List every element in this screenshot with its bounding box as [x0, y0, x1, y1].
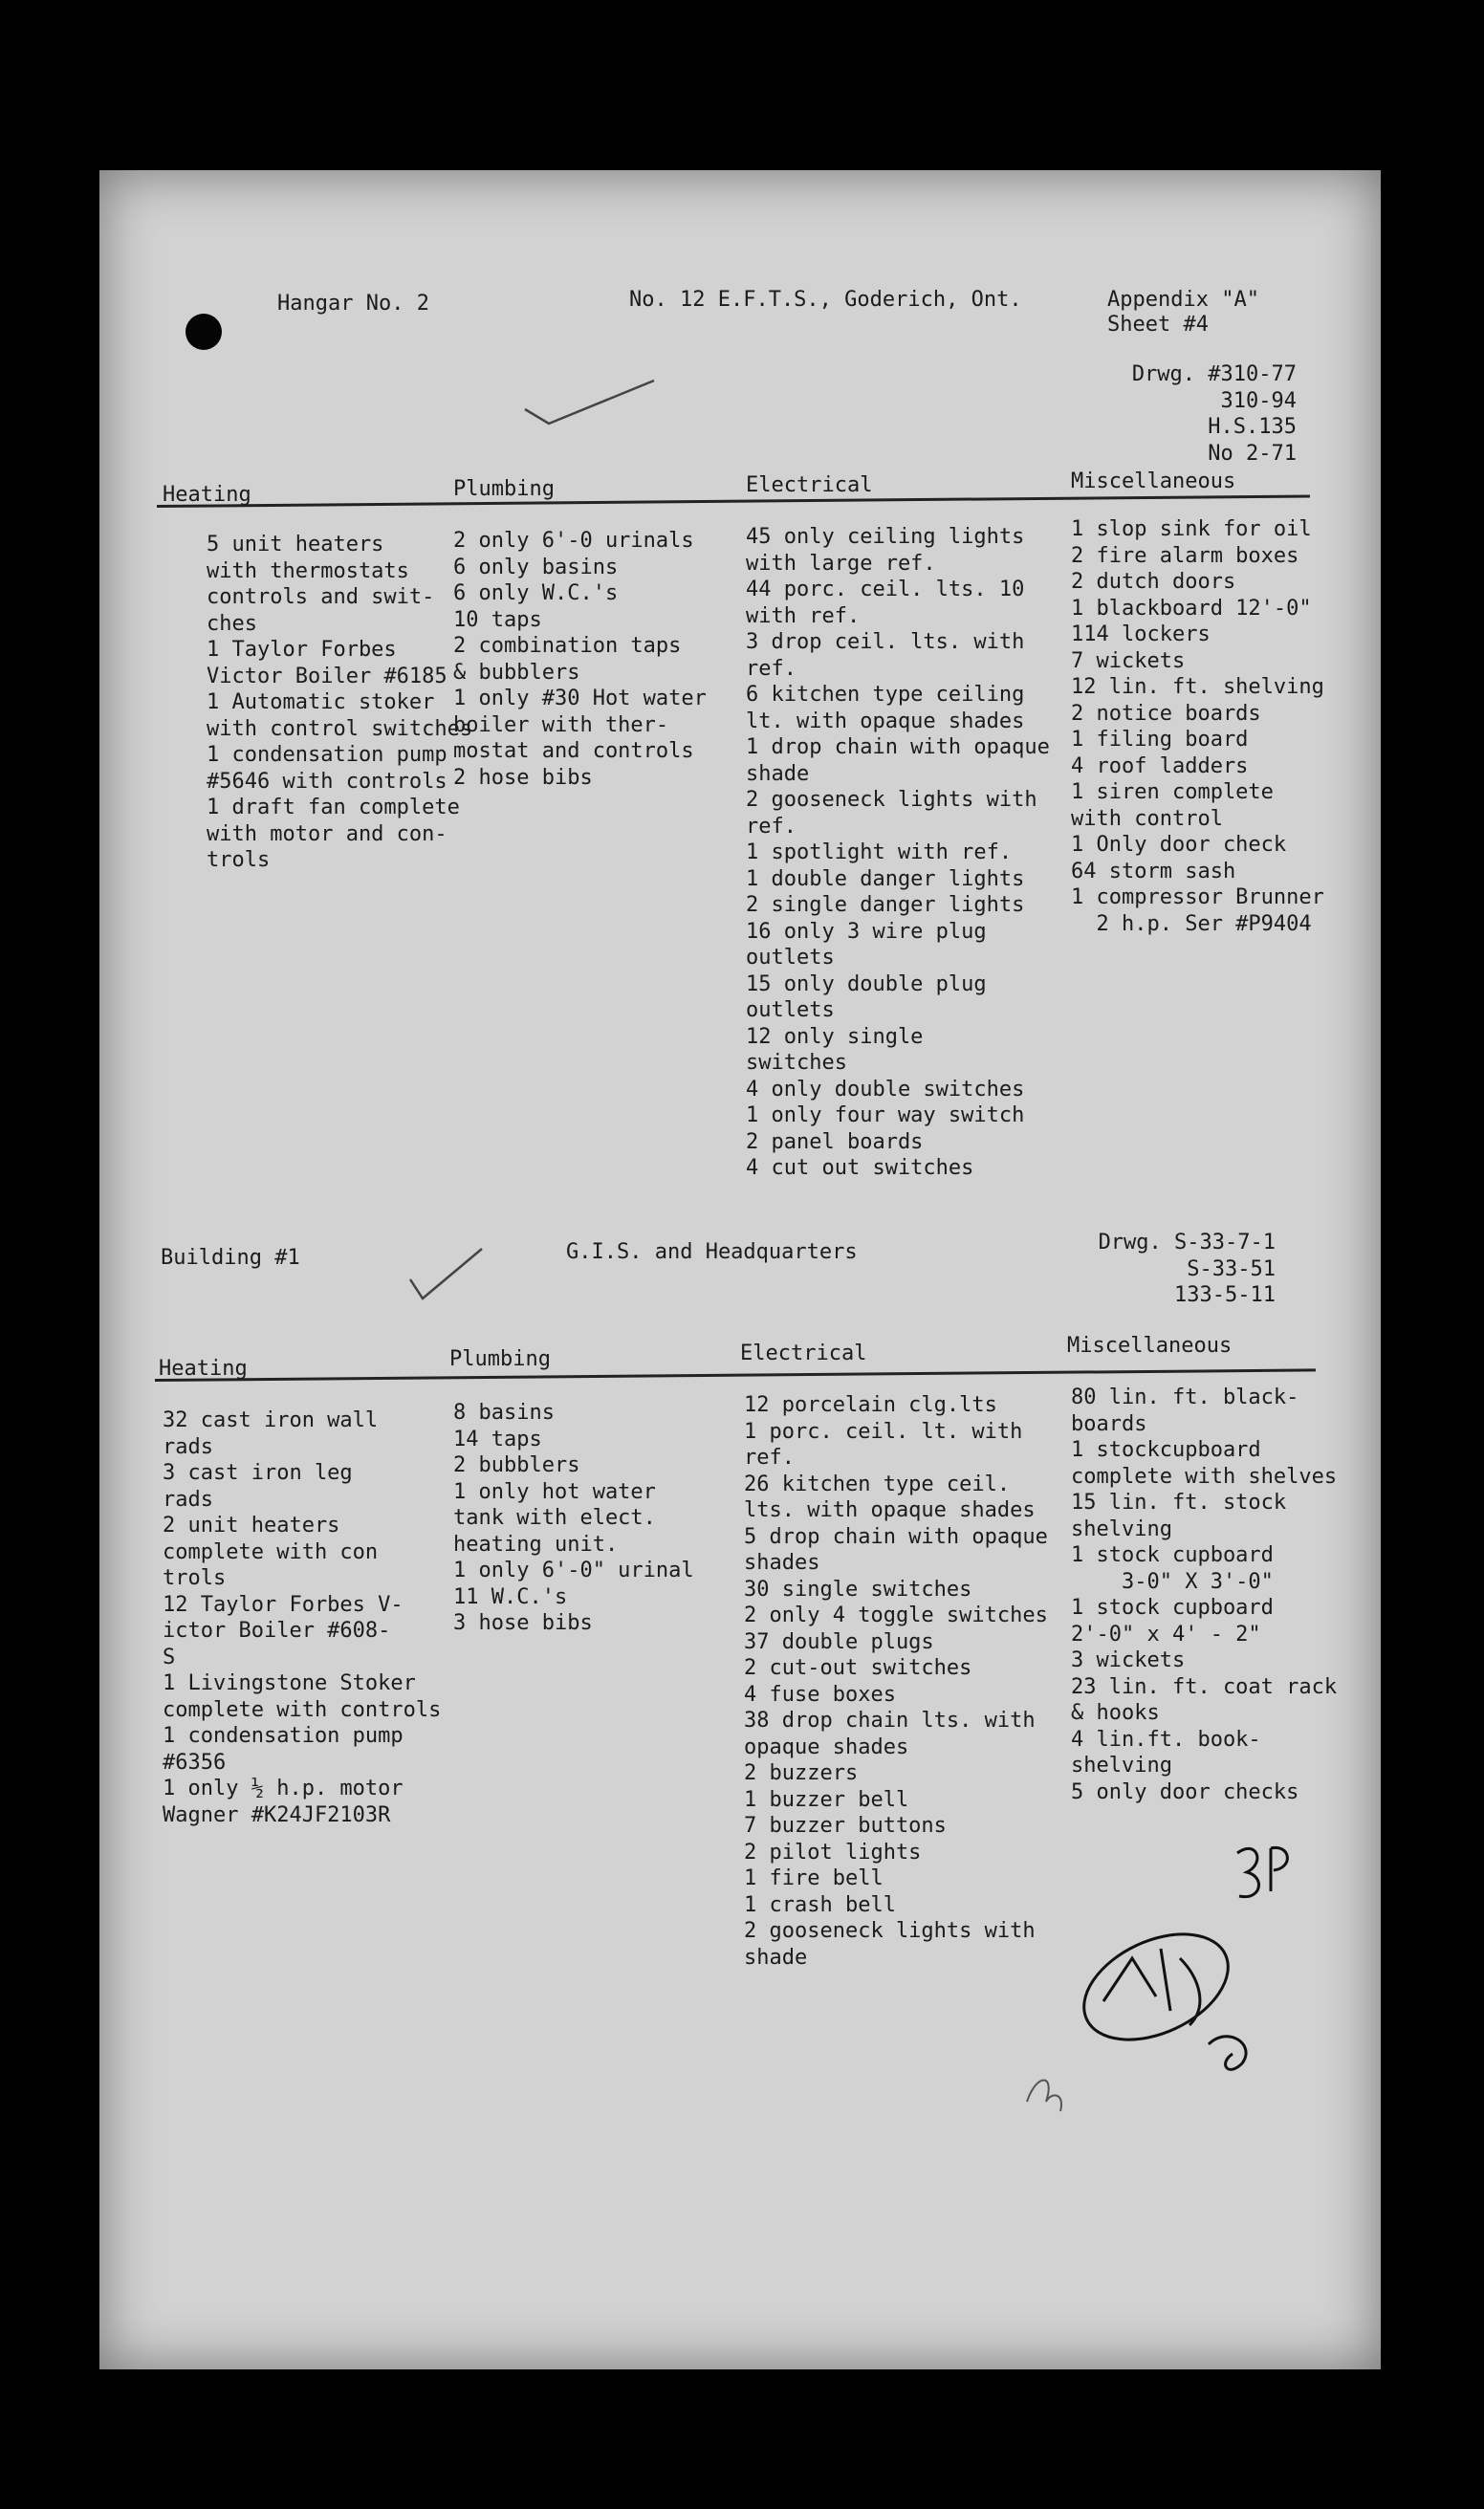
list-item: trols [207, 848, 271, 872]
list-item: 5 drop chain with opaque [744, 1524, 1048, 1549]
heating-list-2 [163, 1407, 441, 1828]
heading-heating: Heating [163, 483, 251, 507]
list-item: ref. [744, 1446, 795, 1470]
list-item: 1 fire bell [744, 1866, 884, 1890]
list-item: lt. with opaque shades [746, 709, 1025, 733]
list-item: with control [1071, 806, 1223, 831]
handwritten-mark [1017, 2063, 1075, 2121]
list-item: 11 W.C.'s [453, 1584, 568, 1609]
heading-rule [157, 494, 1310, 508]
list-item: heating unit. [453, 1532, 619, 1557]
list-item: 4 only double switches [746, 1077, 1025, 1102]
list-item: with motor and con- [207, 821, 447, 846]
list-item: ictor Boiler #608- [163, 1619, 391, 1643]
list-item: 3 hose bibs [453, 1611, 593, 1635]
list-item: 4 fuse boxes [744, 1682, 896, 1707]
list-item: 14 taps [453, 1427, 542, 1451]
drawing-number: H.S.135 [1208, 415, 1297, 439]
list-item: 2 combination taps [453, 634, 682, 658]
list-item: 4 cut out switches [746, 1156, 974, 1180]
list-item: 1 stock cupboard [1071, 1596, 1274, 1620]
list-item: 1 only 6'-0" urinal [453, 1559, 694, 1582]
list-item: 2 only 4 toggle switches [744, 1604, 1048, 1627]
list-item: 1 siren complete [1071, 780, 1274, 804]
list-item: 1 spotlight with ref. [746, 840, 1013, 864]
list-item: boiler with ther- [453, 712, 669, 737]
list-item: 1 stockcupboard [1071, 1438, 1261, 1462]
list-item: complete with controls [163, 1697, 442, 1722]
appendix-label: Appendix "A" [1107, 288, 1259, 312]
list-item: 1 buzzer bell [744, 1787, 909, 1812]
heating-list-1 [207, 532, 472, 874]
list-item: 8 basins [453, 1401, 555, 1425]
list-item: 1 condensation pump [163, 1724, 404, 1748]
heading-plumbing: Plumbing [449, 1347, 551, 1371]
list-item: 1 condensation pump [207, 743, 447, 767]
building-header-left: Hangar No. 2 [277, 292, 429, 316]
list-item: 1 stock cupboard [1071, 1543, 1274, 1567]
list-item: Wagner #K24JF2103R [163, 1802, 391, 1827]
list-item: rads [163, 1487, 213, 1512]
list-item: 16 only 3 wire plug [746, 919, 987, 944]
list-item: 7 wickets [1071, 648, 1186, 673]
check-mark [520, 371, 664, 438]
list-item: 44 porc. ceil. lts. 10 [746, 578, 1025, 601]
list-item: 12 only single [746, 1024, 924, 1049]
list-item: 6 kitchen type ceiling [746, 683, 1025, 707]
list-item: mostat and controls [453, 739, 694, 763]
list-item: outlets [746, 998, 835, 1022]
drawing-number: 310-94 [1220, 388, 1297, 413]
list-item: 5 unit heaters [207, 533, 384, 556]
list-item: 2 pilot lights [744, 1840, 922, 1865]
list-item: 1 filing board [1071, 728, 1249, 752]
list-item: trols [163, 1566, 227, 1590]
school-header: No. 12 E.F.T.S., Goderich, Ont. [629, 288, 1022, 312]
list-item: 37 double plugs [744, 1629, 934, 1654]
list-item: 1 Only door check [1071, 833, 1287, 857]
list-item: #6356 [163, 1750, 227, 1775]
list-item: 1 drop chain with opaque [746, 735, 1050, 759]
electrical-list-1 [746, 524, 1050, 1182]
drawing-number: S-33-51 [1187, 1256, 1276, 1281]
list-item: S [163, 1645, 176, 1669]
list-item: 1 blackboard 12'-0" [1071, 596, 1312, 621]
list-item: rads [163, 1434, 213, 1459]
list-item: 64 storm sash [1071, 859, 1236, 884]
list-item: 32 cast iron wall [163, 1408, 379, 1432]
list-item: 30 single switches [744, 1577, 972, 1602]
heading-heating: Heating [159, 1357, 248, 1381]
list-item: 2 only 6'-0 urinals [453, 529, 694, 553]
heading-rule [155, 1368, 1316, 1382]
list-item: 2 dutch doors [1071, 570, 1236, 594]
list-item: 2 unit heaters [163, 1514, 340, 1538]
plumbing-list-1 [453, 528, 707, 791]
list-item: 3-0" X 3'-0" [1071, 1569, 1274, 1594]
list-item: 15 only double plug [746, 971, 987, 996]
list-item: 1 Automatic stoker [207, 690, 435, 714]
list-item: complete with con [163, 1539, 379, 1564]
list-item: 3 cast iron leg [163, 1461, 353, 1485]
list-item: shelving [1071, 1516, 1172, 1541]
list-item: & bubblers [453, 660, 580, 685]
list-item: Victor Boiler #6185 [207, 664, 447, 688]
list-item: 80 lin. ft. black- [1071, 1385, 1299, 1409]
list-item: 26 kitchen type ceil. [744, 1472, 1011, 1496]
heading-plumbing: Plumbing [453, 477, 555, 501]
list-item: 1 double danger lights [746, 866, 1025, 891]
list-item: 1 Taylor Forbes [207, 638, 397, 662]
list-item: 1 slop sink for oil [1071, 517, 1312, 541]
list-item: 1 draft fan complete [207, 796, 460, 819]
list-item: ref. [746, 656, 797, 681]
handwritten-page-number [1228, 1834, 1304, 1910]
list-item: 1 only #30 Hot water [453, 687, 707, 710]
list-item: controls and swit- [207, 585, 435, 609]
drawing-numbers-2 [1079, 1230, 1276, 1309]
list-item: 2 buzzers [744, 1761, 859, 1785]
list-item: lts. with opaque shades [744, 1498, 1036, 1522]
building-title: G.I.S. and Headquarters [566, 1240, 858, 1264]
list-item: 2'-0" x 4' - 2" [1071, 1622, 1261, 1647]
list-item: 1 porc. ceil. lt. with [744, 1419, 1023, 1444]
list-item: 12 Taylor Forbes V- [163, 1592, 404, 1617]
list-item: shade [744, 1945, 808, 1970]
list-item: 7 buzzer buttons [744, 1814, 947, 1838]
list-item: 1 compressor Brunner [1071, 885, 1324, 909]
list-item: 5 only door checks [1071, 1779, 1299, 1804]
list-item: 1 only hot water [453, 1479, 656, 1504]
list-item: 4 roof ladders [1071, 753, 1249, 778]
list-item: 114 lockers [1071, 622, 1211, 646]
list-item: 1 crash bell [744, 1892, 896, 1917]
list-item: 2 fire alarm boxes [1071, 543, 1299, 568]
list-item: with control switches [207, 716, 473, 741]
list-item: 1 only ½ h.p. motor [163, 1777, 404, 1800]
list-item: with thermostats [207, 558, 409, 583]
list-item: 6 only W.C.'s [453, 581, 619, 605]
list-item: 15 lin. ft. stock [1071, 1491, 1287, 1515]
heading-electrical: Electrical [740, 1342, 867, 1365]
heading-miscellaneous: Miscellaneous [1071, 469, 1236, 493]
drawing-number: 133-5-11 [1174, 1283, 1276, 1307]
heading-electrical: Electrical [746, 473, 873, 497]
drawing-number: Drwg. #310-77 [1131, 362, 1297, 386]
check-mark [405, 1241, 491, 1308]
list-item: 2 h.p. Ser #P9404 [1071, 911, 1312, 936]
list-item: 2 panel boards [746, 1129, 924, 1154]
list-item: 4 lin.ft. book- [1071, 1727, 1261, 1752]
list-item: 2 single danger lights [746, 893, 1025, 917]
list-item: 2 bubblers [453, 1453, 580, 1477]
list-item: 2 notice boards [1071, 701, 1261, 726]
list-item: shade [746, 761, 810, 786]
list-item: 1 only four way switch [746, 1103, 1025, 1127]
list-item: 23 lin. ft. coat rack [1071, 1674, 1338, 1699]
miscellaneous-list-2 [1071, 1385, 1337, 1805]
heading-miscellaneous: Miscellaneous [1067, 1334, 1233, 1358]
punch-hole [186, 314, 222, 350]
list-item: 2 hose bibs [453, 765, 593, 790]
list-item: 1 Livingstone Stoker [163, 1671, 416, 1695]
list-item: ref. [746, 814, 797, 839]
list-item: 6 only basins [453, 555, 619, 579]
list-item: opaque shades [744, 1734, 909, 1759]
list-item: 12 lin. ft. shelving [1071, 675, 1324, 699]
list-item: 3 wickets [1071, 1648, 1186, 1672]
electrical-list-2 [744, 1392, 1048, 1971]
list-item: with ref. [746, 603, 861, 628]
handwritten-initials [1065, 1920, 1285, 2092]
list-item: shades [744, 1551, 820, 1575]
list-item: tank with elect. [453, 1506, 656, 1530]
list-item: 2 gooseneck lights with [746, 788, 1037, 812]
list-item: 45 only ceiling lights [746, 525, 1025, 549]
list-item: 2 gooseneck lights with [744, 1919, 1036, 1943]
list-item: switches [746, 1051, 847, 1075]
miscellaneous-list-1 [1071, 516, 1324, 937]
list-item: 2 cut-out switches [744, 1656, 972, 1680]
list-item: shelving [1071, 1754, 1172, 1778]
list-item: 38 drop chain lts. with [744, 1709, 1036, 1733]
list-item: 12 porcelain clg.lts [744, 1393, 997, 1417]
list-item: 3 drop ceil. lts. with [746, 630, 1025, 654]
list-item: & hooks [1071, 1701, 1160, 1725]
list-item: complete with shelves [1071, 1464, 1338, 1489]
list-item: 10 taps [453, 607, 542, 632]
plumbing-list-2 [453, 1400, 694, 1637]
drawing-numbers-1 [1107, 361, 1297, 467]
building-label: Building #1 [161, 1246, 300, 1270]
list-item: boards [1071, 1411, 1147, 1436]
list-item: with large ref. [746, 551, 936, 576]
document-page [99, 170, 1381, 2369]
sheet-label: Sheet #4 [1107, 313, 1209, 337]
drawing-number: No 2-71 [1208, 441, 1297, 466]
list-item: ches [207, 611, 257, 636]
drawing-number: Drwg. S-33-7-1 [1098, 1231, 1276, 1254]
list-item: #5646 with controls [207, 769, 447, 794]
list-item: outlets [746, 946, 835, 970]
